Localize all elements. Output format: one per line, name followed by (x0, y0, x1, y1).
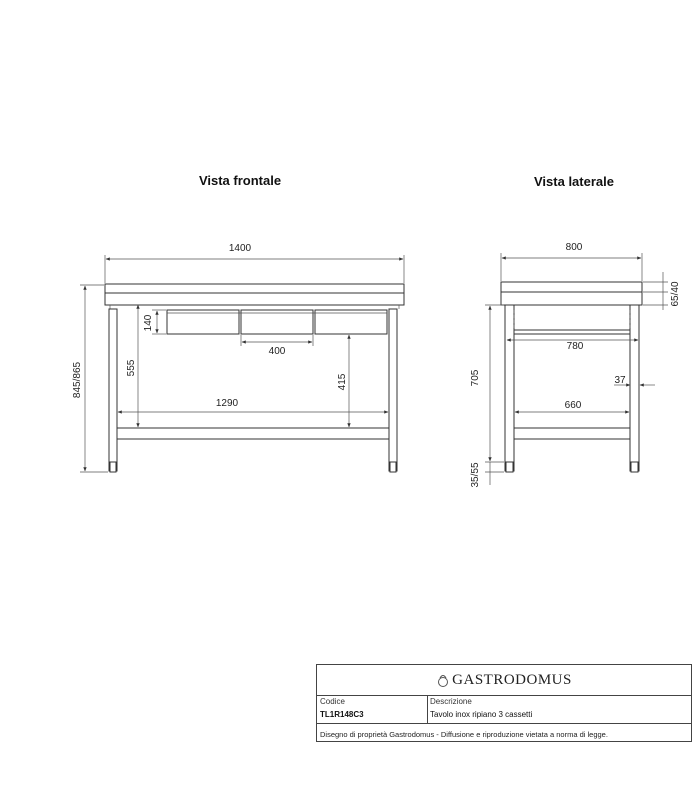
side-dim-37: 37 (614, 375, 626, 386)
code-value: TL1R148C3 (320, 710, 364, 719)
side-lower-shelf (514, 428, 630, 439)
code-label: Codice (320, 697, 345, 706)
side-right-leg (630, 305, 639, 471)
gastrodomus-logo-icon (436, 673, 450, 687)
front-dim-width: 1400 (228, 243, 252, 254)
side-view (470, 242, 681, 488)
side-dim-top-thickness: 65/40 (670, 281, 681, 307)
description-value: Tavolo inox ripiano 3 cassetti (430, 710, 533, 719)
title-block-info-row (317, 695, 691, 724)
front-view (72, 243, 404, 472)
front-lower-shelf (117, 428, 389, 439)
side-view-title: Vista laterale (534, 174, 614, 189)
front-dim-height: 845/865 (72, 361, 83, 399)
side-dim-705: 705 (470, 369, 481, 387)
front-dim-drawer-width: 400 (268, 346, 286, 357)
front-view-title: Vista frontale (198, 173, 282, 188)
description-cell (427, 695, 691, 723)
side-worktop (501, 282, 642, 292)
side-dim-foot: 35/55 (470, 462, 481, 488)
side-dim-depth: 800 (565, 242, 583, 253)
title-block-brand (317, 665, 691, 696)
front-right-leg (389, 309, 397, 471)
title-block-footer: Disegno di proprietà Gastrodomus - Diffusione e riproduzione vietata a norma di legge. (320, 730, 608, 739)
front-worktop (105, 284, 404, 293)
side-dim-660: 660 (564, 400, 582, 411)
description-label: Descrizione (430, 697, 472, 706)
front-drawer-1 (167, 310, 239, 334)
front-dim-555: 555 (126, 359, 137, 377)
front-drawer-3 (315, 310, 387, 334)
title-block (316, 664, 692, 742)
brand-name: GASTRODOMUS (452, 671, 572, 688)
front-drawer-2 (241, 310, 313, 334)
side-left-leg (505, 305, 514, 471)
side-dim-780: 780 (566, 341, 584, 352)
front-dim-415: 415 (337, 373, 348, 391)
front-left-leg (109, 309, 117, 471)
front-dim-drawer-height: 140 (143, 314, 154, 332)
front-dim-1290: 1290 (215, 398, 239, 409)
code-cell (317, 695, 428, 723)
